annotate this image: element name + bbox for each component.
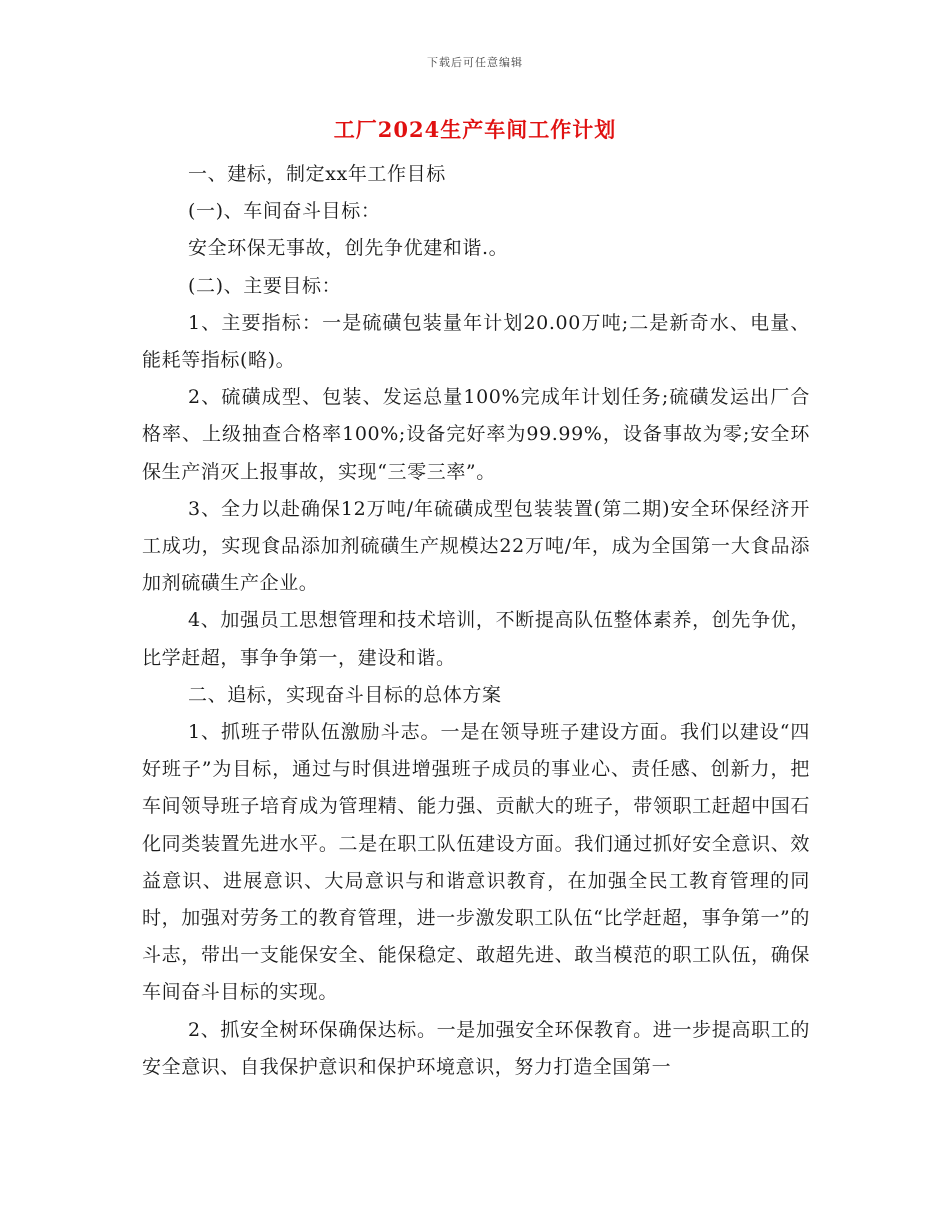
document-title: 工厂2024生产车间工作计划 (333, 117, 617, 142)
paragraph-target-2: 2、硫磺成型、包装、发运总量100%完成年计划任务;硫磺发运出厂合格率、上级抽查合格率100%;设备完好率为99.99%，设备事故为零;安全环保生产消灭上报事故，实现“三零三率”。 (142, 386, 810, 483)
page-header-note: 下载后可任意编辑 (427, 56, 523, 69)
paragraph-subheading-1: (一)、车间奋斗目标： (188, 200, 381, 223)
paragraph-section-1-heading: 一、建标，制定xx年工作目标 (188, 163, 446, 185)
document-body (142, 156, 810, 1086)
paragraph-plan-1: 1、抓班子带队伍激励斗志。一是在领导班子建设方面。我们以建设“四好班子”为目标，通过与时俱进增强班子成员的事业心、责任感、创新力，把车间领导班子培育成为管理精、能力强、贡献大的班子，带领职工赶超中国石化同类装置先进水平。二是在职工队伍建设方面。我们通过抓好安全意识、效益意识、进展意识、大局意识与和谐意识教育，在加强全民工教育管理的同时，加强对劳务工的教育管理，进一步激发职工队伍“比学赶超，事争第一”的斗志，带出一支能保安全、能保稳定、敢超先进、敢当模范的职工队伍，确保车间奋斗目标的实现。 (142, 721, 810, 1004)
paragraph-target-4: 4、加强员工思想管理和技术培训，不断提高队伍整体素养，创先争优，比学赶超，事争争第一，建设和谐。 (142, 609, 810, 669)
paragraph-target-1: 1、主要指标：一是硫磺包装量年计划20.00万吨;二是新奇水、电量、能耗等指标(略)。 (142, 311, 810, 372)
paragraph-target-3: 3、全力以赴确保12万吨/年硫磺成型包装装置(第二期)安全环保经济开工成功，实现食品添加剂硫磺生产规模达22万吨/年，成为全国第一大食品添加剂硫磺生产企业。 (142, 497, 810, 595)
paragraph-goal-statement: 安全环保无事故，创先争优建和谐.。 (188, 237, 509, 260)
paragraph-section-2-heading: 二、追标，实现奋斗目标的总体方案 (188, 683, 502, 706)
paragraph-subheading-2: (二)、主要目标： (188, 274, 342, 297)
paragraph-plan-2: 2、抓安全树环保确保达标。一是加强安全环保教育。进一步提高职工的安全意识、自我保护意识和保护环境意识，努力打造全国第一 (142, 1018, 810, 1078)
